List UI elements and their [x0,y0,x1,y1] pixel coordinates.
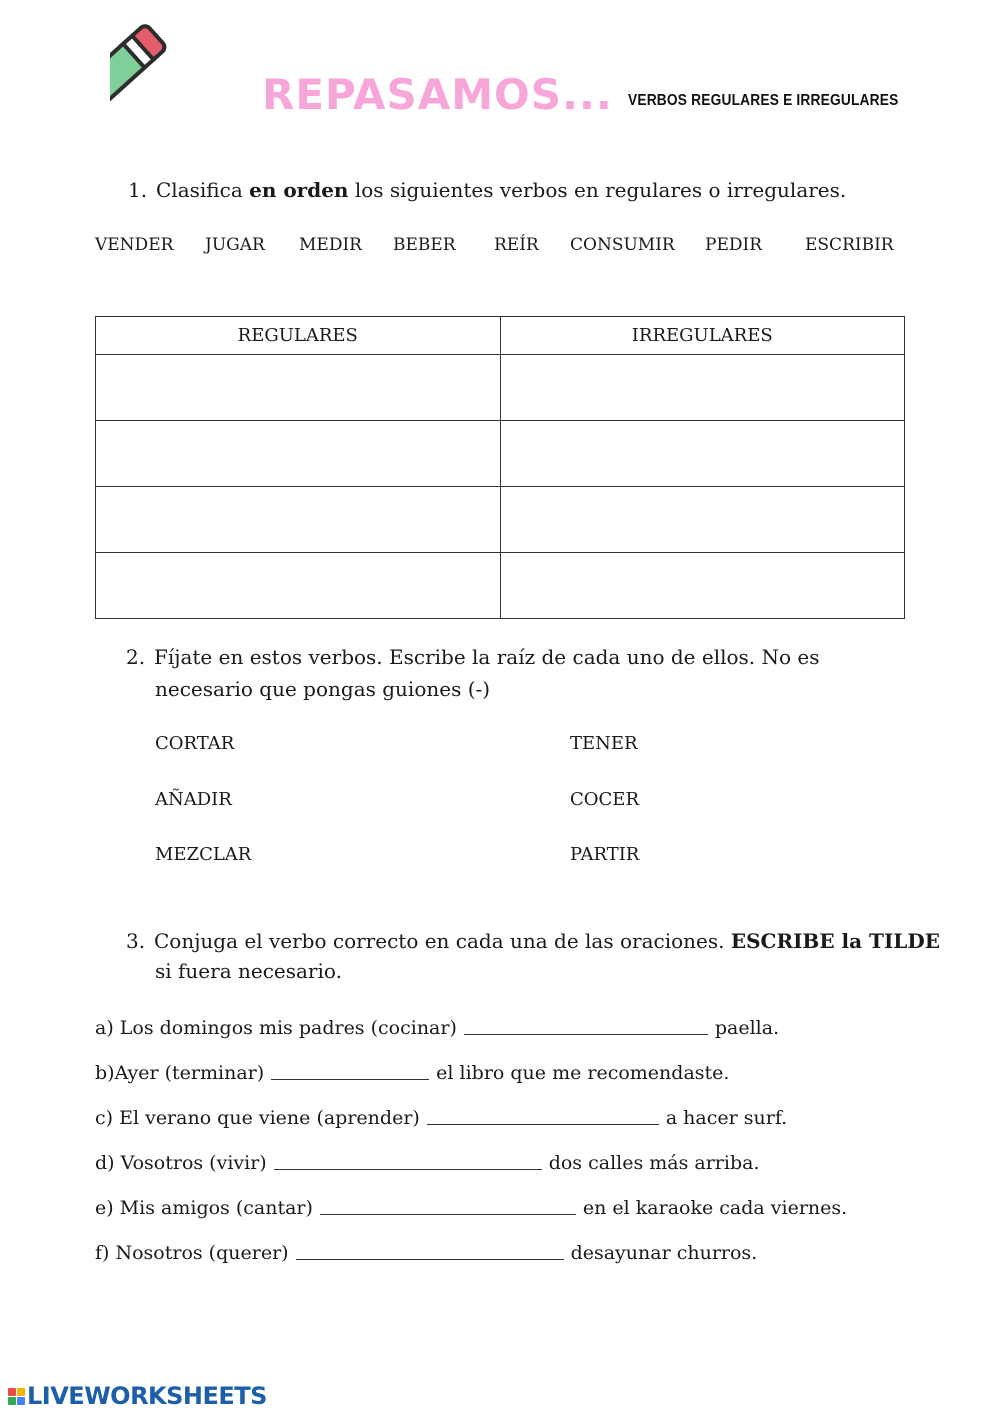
sentence-f [95,1239,757,1264]
exercise-3-instruction [126,925,940,957]
instruction-text: los siguientes verbos en regulares o irregulares. [348,178,847,202]
answer-blank[interactable] [320,1194,576,1215]
answer-cell[interactable] [96,487,501,553]
instruction-bold: en orden [249,178,349,202]
instruction-text: Conjuga el verbo correcto en cada una de las oraciones. [154,929,731,953]
sentence-text: b)Ayer (terminar) [95,1062,265,1084]
verb-item: JUGAR [205,235,265,255]
sentence-a [95,1014,779,1039]
verb-item: CONSUMIR [570,235,675,255]
answer-cell[interactable] [96,553,501,619]
sentence-text: f) Nosotros (querer) [95,1242,289,1264]
sentence-text: e) Mis amigos (cantar) [95,1197,313,1219]
root-verb-item: AÑADIR [155,789,232,810]
table-header-irregulares: IRREGULARES [500,317,905,355]
liveworksheets-logo[interactable] [8,1382,267,1410]
sentence-text: dos calles más arriba. [548,1152,760,1174]
sentence-d [95,1149,759,1174]
root-verb-item: COCER [570,789,639,810]
sentence-text: desayunar churros. [570,1242,758,1264]
verb-item: VENDER [95,235,174,255]
root-verb-item: TENER [570,733,638,754]
answer-blank[interactable] [296,1239,564,1260]
sentence-text: d) Vosotros (vivir) [95,1152,267,1174]
worksheet-subtitle: VERBOS REGULARES E IRREGULARES [628,92,899,109]
sentence-text: a) Los domingos mis padres (cocinar) [95,1017,457,1039]
root-verb-item: PARTIR [570,844,640,865]
instruction-text: Fíjate en estos verbos. Escribe la raíz de cada uno de ellos. No es [154,645,820,669]
instruction-text: Clasifica [156,178,250,202]
answer-cell[interactable] [96,355,501,421]
exercise-3-instruction-line2: si fuera necesario. [155,959,342,983]
answer-blank[interactable] [464,1014,708,1035]
sentence-text: paella. [714,1017,780,1039]
answer-blank[interactable] [427,1104,659,1125]
answer-blank[interactable] [274,1149,542,1170]
pencil-icon [110,20,240,150]
exercise-number: 3. [126,929,146,953]
exercise-1-instruction [128,174,846,206]
sentence-text: a hacer surf. [665,1107,788,1129]
exercise-number: 2. [126,645,146,669]
root-verb-item: MEZCLAR [155,844,252,865]
verb-item: PEDIR [705,235,762,255]
verb-item: REÍR [494,235,539,255]
sentence-e [95,1194,847,1219]
answer-cell[interactable] [500,487,905,553]
root-verb-item: CORTAR [155,733,235,754]
sentence-b [95,1059,729,1084]
liveworksheets-logo-icon [8,1388,25,1405]
sentence-text: el libro que me recomendaste. [436,1062,730,1084]
instruction-bold: ESCRIBE la TILDE [730,929,940,953]
sentence-c [95,1104,787,1129]
answer-cell[interactable] [500,553,905,619]
classification-table [95,316,905,619]
verb-item: BEBER [393,235,456,255]
sentence-text: en el karaoke cada viernes. [582,1197,848,1219]
worksheet-title: REPASAMOS... [262,70,613,119]
exercise-number: 1. [128,178,148,202]
sentence-text: c) El verano que viene (aprender) [95,1107,420,1129]
table-header-regulares: REGULARES [96,317,501,355]
exercise-2-instruction [126,641,820,673]
verb-item: ESCRIBIR [805,235,894,255]
answer-cell[interactable] [96,421,501,487]
exercise-2-instruction-line2: necesario que pongas guiones (-) [155,677,491,701]
answer-cell[interactable] [500,355,905,421]
verb-item: MEDIR [299,235,362,255]
answer-cell[interactable] [500,421,905,487]
logo-text: LIVEWORKSHEETS [27,1382,267,1410]
answer-blank[interactable] [271,1059,429,1080]
